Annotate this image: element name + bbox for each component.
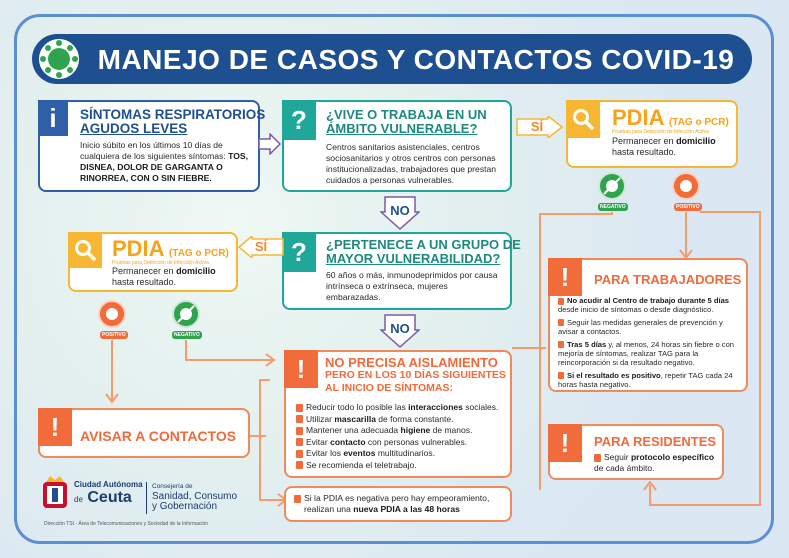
trabajadores-heading: PARA TRABAJADORES (594, 272, 742, 287)
virus-positive-icon-2 (98, 300, 126, 328)
pdia-right-text-suffix: hasta resultado. (612, 147, 677, 157)
no-aislamiento-list (296, 402, 508, 471)
question1-text: Centros sanitarios asistenciales, centros sociosanitarios y otros centros con personas institucionalizadas, trabajadores que prestan cuidados a personas vulnerables. (326, 142, 497, 185)
footer-consejeria (152, 482, 237, 512)
ceuta-coat-of-arms-icon (40, 476, 70, 512)
no-aislamiento-item: Evitar contacto con personas vulnerables. (296, 437, 508, 449)
trabajadores-item: Seguir las medidas generales de prevención y avisar a contactos. (558, 317, 723, 337)
trabajadores-item: Tras 5 días y, al menos, 24 horas sin fiebre o con mejoría de síntomas, realizar TAG para la reincorporación si da resultado negativo. (558, 339, 735, 368)
residentes-text-prefix: Seguir (604, 452, 629, 462)
no-aislamiento-item: Mantener una adecuada higiene de manos. (296, 425, 508, 437)
pdia-left-title-text: PDIA (112, 236, 165, 261)
footer-cons2: Sanidad, Consumo (152, 491, 238, 502)
question2-heading (326, 238, 521, 266)
trabajadores-item: Si el resultado es positivo, repetir TAG cada 24 horas hasta negativo. (558, 370, 733, 390)
question2-text: 60 años o más, inmunodeprimidos por causa intrínseca o extrínseca, mujeres embarazadas. (326, 270, 498, 302)
symptoms-heading-line2: AGUDOS LEVES (80, 121, 188, 136)
pdia-left-caption: Pruebas para Detección de Infección Activa (112, 260, 209, 266)
footer-ca-line1: Ciudad Autónoma (74, 480, 143, 489)
question-icon-2: ? (282, 232, 316, 272)
pdia-right-caption: Pruebas para Detección de Infección Activa (612, 129, 709, 135)
avisar-text: AVISAR A CONTACTOS (80, 428, 237, 444)
trabajadores-item: No acudir al Centro de trabajo durante 5 días desde inicio de síntomas o desde diagnóstico. (558, 296, 730, 315)
question-icon: ? (282, 100, 316, 140)
footer-ca-line2: de (74, 495, 83, 504)
residentes-heading: PARA RESIDENTES (594, 434, 717, 449)
pdia-right-text-bold: domicilio (676, 136, 716, 146)
pdia-left-text-bold: domicilio (176, 266, 216, 276)
residentes-text-bold: protocolo específico (630, 452, 715, 462)
no-aislamiento-item: Reducir todo lo posible las interacciones sociales. (296, 402, 508, 414)
nueva-pdia-text (294, 493, 508, 515)
alert-icon: ! (284, 350, 318, 388)
question2-heading-line2: MAYOR VULNERABILIDAD? (326, 251, 501, 266)
no-aislamiento-heading (325, 356, 506, 395)
alert-icon-4: ! (548, 424, 582, 462)
symptoms-text2: TOS, DISNEA, DOLOR DE GARGANTA O RINORREA, CON O SIN FIEBRE. (80, 151, 248, 183)
question1-heading-line2: ÁMBITO VULNERABLE? (326, 121, 478, 136)
alert-icon-2: ! (38, 408, 72, 446)
negativo-label-left: NEGATIVO (174, 332, 200, 338)
si-label-right: SÍ (530, 119, 544, 134)
info-icon: i (38, 100, 68, 136)
footer-divider (146, 482, 147, 514)
no-aislamiento-heading3: AL INICIO DE SÍNTOMAS: (325, 382, 453, 394)
no-aislamiento-item: Se recomienda el teletrabajo. (296, 460, 508, 472)
pdia-left-text-suffix: hasta resultado. (112, 277, 177, 287)
no-label-1: NO (390, 203, 410, 218)
footer-ca-line3: Ceuta (87, 489, 132, 506)
symptoms-text1: Inicio súbito en los últimos 10 días de cualquiera de los siguientes síntomas: (80, 140, 226, 161)
positivo-label-right: POSITIVO (676, 204, 700, 210)
trabajadores-list (558, 296, 742, 393)
pdia-right-title-text: PDIA (612, 105, 665, 130)
symptoms-heading-line1: SÍNTOMAS RESPIRATORIOS (80, 107, 266, 122)
question2-heading-line1: ¿PERTENECE A UN GRUPO DE (326, 237, 521, 252)
footer-ca (74, 480, 143, 507)
residentes-text-suffix: de cada ámbito. (594, 463, 655, 473)
page-title: MANEJO DE CASOS Y CONTACTOS COVID-19 (97, 44, 735, 75)
nueva-pdia-text2-pre: realizan una (304, 504, 351, 514)
pdia-left-subtitle: (TAG o PCR) (169, 248, 229, 259)
residentes-text (594, 452, 718, 474)
no-aislamiento-item: Utilizar mascarilla de forma constante. (296, 414, 508, 426)
no-label-2: NO (390, 321, 410, 336)
no-aislamiento-heading2: PERO EN LOS 10 DÍAS SIGUIENTES (325, 369, 506, 381)
nueva-pdia-text2-bold: nueva PDIA a las 48 horas (353, 504, 460, 514)
footer-small-text: Dirección TSI - Área de Telecomunicaciones y Sociedad de la Información (44, 521, 209, 527)
magnifier-icon-2 (68, 232, 102, 268)
footer-cons1: Consejería de (152, 483, 193, 490)
pdia-right-text-prefix: Permanecer en (612, 136, 674, 146)
footer-cons3: y Gobernación (152, 501, 218, 512)
pdia-right-subtitle: (TAG o PCR) (669, 117, 729, 128)
no-aislamiento-item: Evitar los eventos multitudinarios. (296, 448, 508, 460)
no-aislamiento-heading1: NO PRECISA AISLAMIENTO (325, 355, 498, 370)
pdia-left-text (112, 266, 232, 288)
virus-negative-icon-2 (172, 300, 200, 328)
pdia-left-text-prefix: Permanecer en (112, 266, 174, 276)
negativo-label-right: NEGATIVO (600, 204, 626, 210)
si-label-left: SÍ (254, 239, 268, 254)
question1-heading-line1: ¿VIVE O TRABAJA EN UN (326, 107, 487, 122)
positivo-label-left: POSITIVO (102, 332, 126, 338)
nueva-pdia-text1: Si la PDIA es negativa pero hay empeoramiento, (304, 493, 490, 503)
alert-icon-3: ! (548, 258, 582, 296)
pdia-left-title (112, 236, 229, 262)
